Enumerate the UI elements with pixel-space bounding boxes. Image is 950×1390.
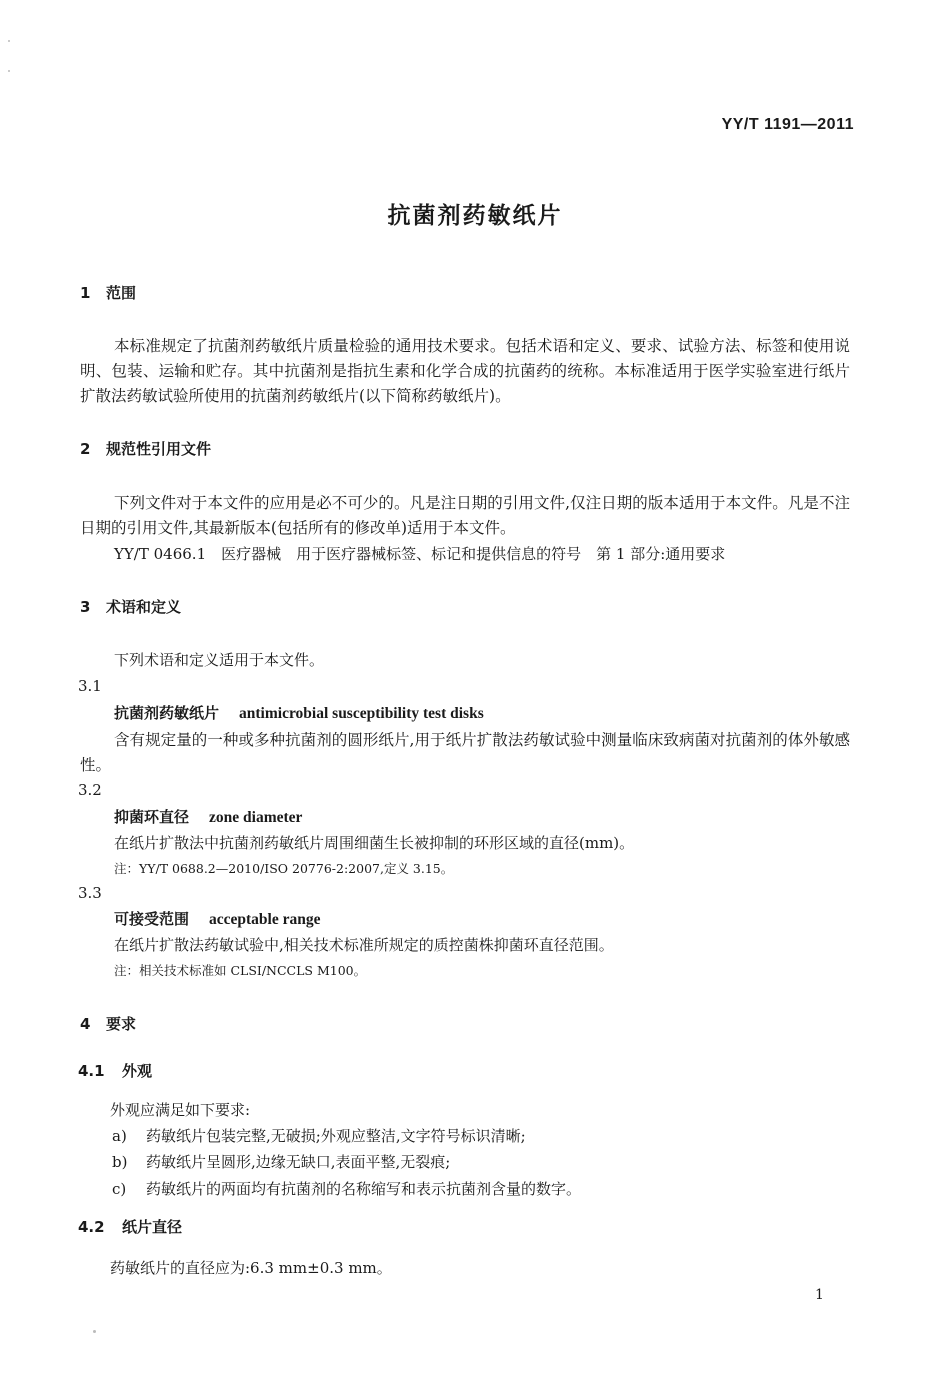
section-1-heading: 1 范围 [80,284,137,302]
term-3-2-title: 抑菌环直径 zone diameter [114,808,303,826]
section-4-2-heading: 4.2 纸片直径 [78,1218,183,1236]
section-2-text: 下列文件对于本文件的应用是必不可少的。凡是注日期的引用文件,仅注日期的版本适用于本文件。凡是不注日期的引用文件,其最新版本(包括所有的修改单)适用于本文件。 [80,494,850,537]
term-3-1-title: 抗菌剂药敏纸片 antimicrobial susceptibility test disks [114,704,484,722]
section-2-heading: 2 规范性引用文件 [80,440,212,458]
term-3-2-definition: 在纸片扩散法中抗菌剂药敏纸片周围细菌生长被抑制的环形区域的直径(mm)。 [114,834,635,852]
term-3-2-note: 注：YY/T 0688.2—2010/ISO 20776-2:2007,定义 3.15。 [114,861,454,876]
term-3-3-note: 注：相关技术标准如 CLSI/NCCLS M100。 [114,963,367,978]
page-number: 1 [815,1287,824,1303]
section-4-1-intro: 外观应满足如下要求: [110,1101,251,1119]
term-3-3-definition: 在纸片扩散法药敏试验中,相关技术标准所规定的质控菌株抑菌环直径范围。 [114,936,614,954]
section-4-1-heading: 4.1 外观 [78,1062,153,1080]
section-4-2-text: 药敏纸片的直径应为:6.3 mm±0.3 mm。 [110,1259,392,1277]
document-title: 抗菌剂药敏纸片 [387,203,563,229]
section-3-heading: 3 术语和定义 [80,598,182,616]
list-item: a) 药敏纸片包装完整,无破损;外观应整洁,文字符号标识清晰; [112,1127,526,1145]
standard-number: YY/T 1191—2011 [721,116,854,133]
term-3-2-number: 3.2 [78,781,102,799]
normative-reference: YY/T 0466.1 医疗器械 用于医疗器械标签、标记和提供信息的符号 第 1 部分:通用要求 [114,545,726,563]
section-1-text: 本标准规定了抗菌剂药敏纸片质量检验的通用技术要求。包括术语和定义、要求、试验方法、标签和使用说明、包装、运输和贮存。其中抗菌剂是指抗生素和化学合成的抗菌药的统称。本标准适用于医学实验室进行纸片扩散法药敏试验所使用的抗菌剂药敏纸片(以下简称药敏纸片)。 [80,337,850,405]
list-item: b) 药敏纸片呈圆形,边缘无缺口,表面平整,无裂痕; [112,1153,451,1171]
section-4-heading: 4 要求 [80,1015,137,1033]
term-3-1-number: 3.1 [78,677,102,695]
section-3-intro: 下列术语和定义适用于本文件。 [114,651,325,669]
term-3-3-number: 3.3 [78,884,102,902]
term-3-1-definition: 含有规定量的一种或多种抗菌剂的圆形纸片,用于纸片扩散法药敏试验中测量临床致病菌对抗菌剂的体外敏感性。 [80,731,850,774]
term-3-3-title: 可接受范围 acceptable range [114,910,321,928]
list-item: c) 药敏纸片的两面均有抗菌剂的名称缩写和表示抗菌剂含量的数字。 [112,1180,582,1198]
